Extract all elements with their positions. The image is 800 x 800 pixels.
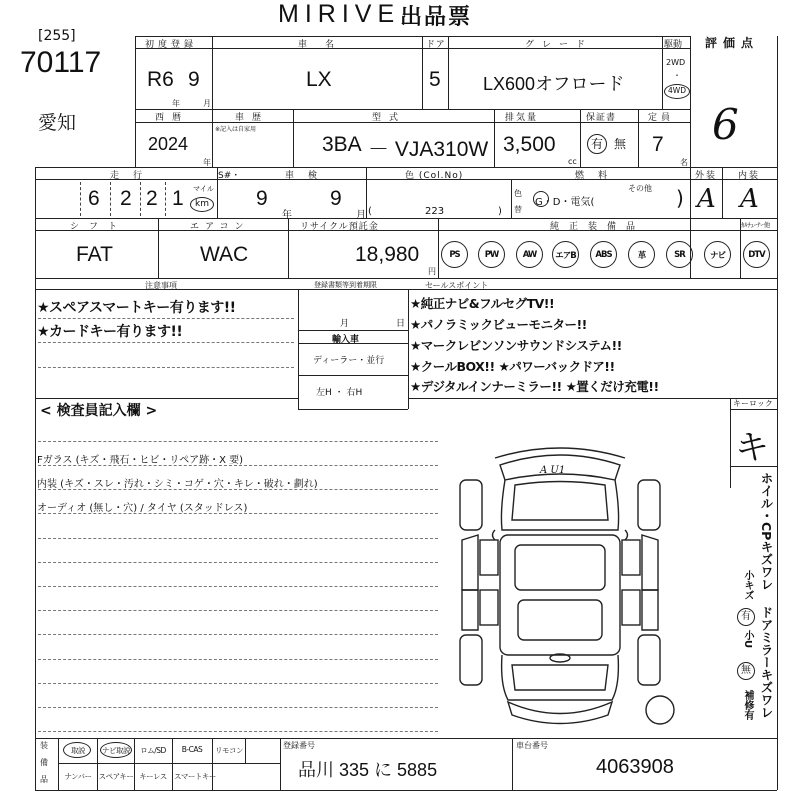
doors-value: 5: [429, 68, 441, 91]
exterior-value: A: [697, 184, 716, 214]
bottom-navi-manual: ナビ取説: [102, 746, 130, 755]
chassis-label: 車台番号: [516, 741, 548, 750]
deadline-day: 日: [396, 319, 406, 329]
bottom-corner-3: 品: [40, 775, 48, 784]
car-name: LX: [306, 68, 332, 91]
side-note-wheel: ホイル・CPキズワレ: [759, 472, 774, 591]
inspection-label: 車検: [285, 171, 332, 181]
recycle-value: 18,980: [355, 243, 420, 266]
sales-point-4: ★クールBOX!! ★パワーバックドア!!: [410, 359, 615, 374]
bottom-spare-key: スペアキー: [98, 772, 134, 781]
keylock-label: キーロック: [733, 399, 773, 408]
bottom-rom-sd: ロム/SD: [140, 746, 166, 755]
doc-mark: S#・: [218, 171, 241, 181]
inspector-line-2: 内装 (キズ・スレ・汚れ・シミ・コゲ・穴・キレ・破れ・劃れ): [37, 479, 318, 490]
exterior-label: 外装: [695, 171, 718, 181]
year-unit: 年: [203, 158, 211, 167]
score-label: 評価点: [705, 36, 760, 50]
warranty-yes-circled: 有: [587, 134, 607, 154]
displacement-label: 排気量: [505, 113, 539, 123]
western-label: 西暦: [155, 113, 190, 123]
yen-unit: 円: [428, 267, 436, 276]
car-diagram: [440, 440, 680, 740]
interior-label: 内装: [738, 171, 761, 181]
form-title: 出品票: [400, 5, 473, 30]
warranty-label: 保証書: [586, 113, 617, 123]
model-code: － VJA310W: [368, 138, 489, 161]
drive-dot: ・: [673, 71, 681, 80]
notes-label: 注意事項: [145, 281, 177, 290]
mileage-label: 走行: [110, 171, 157, 181]
reg-month: 9: [188, 68, 200, 91]
color-no: 223: [425, 206, 445, 217]
sales-point-2: ★パノラミックビューモニター!!: [410, 317, 587, 332]
sales-point-1: ★純正ナビ&フルセグTV!!: [410, 296, 555, 311]
note-1: ★スペアスマートキー有ります!!: [37, 300, 236, 316]
equipment-4: エアB: [552, 241, 579, 268]
interior-value: A: [740, 184, 759, 214]
side-none-circled: 無: [737, 662, 755, 680]
recycle-label: リサイクル預託金: [300, 222, 379, 232]
bottom-remote: リモコン: [215, 746, 243, 755]
lot-code: [255]: [38, 28, 76, 44]
bottom-corner-2: 備: [40, 758, 48, 767]
mileage-digit-4: 1: [172, 187, 184, 210]
inspection-year: 9: [256, 187, 268, 210]
mileage-digit-2: 2: [120, 187, 132, 210]
mileage-digit-1: 6: [88, 187, 100, 210]
reg-deadline-label: 登録書類等到着期限: [314, 281, 377, 289]
bottom-smart-key: スマートキー: [174, 772, 216, 781]
shift-value: FAT: [76, 243, 113, 266]
shift-label: シフト: [70, 222, 128, 232]
equipment-3: AW: [516, 241, 543, 268]
capacity-label: 定員: [648, 113, 675, 123]
side-note-mirror: ドアミラーキズワレ: [759, 606, 774, 719]
side-small-u: 小U: [742, 630, 753, 649]
fuel-other-label: その他: [628, 184, 652, 193]
bottom-keyless: キーレス: [139, 772, 167, 781]
equipment-8: ナビ: [704, 241, 731, 268]
sales-points-label: セールスポイント: [425, 281, 489, 290]
color-paren-open: (: [368, 206, 372, 217]
color-side-label: 色替: [514, 189, 522, 214]
bottom-bcas: B-CAS: [181, 745, 203, 754]
year-value: 2024: [148, 134, 189, 154]
dealer-label: ディーラー・並行: [313, 356, 385, 366]
diagram-mark: A U1: [540, 465, 566, 476]
cc-unit: cc: [568, 157, 577, 166]
side-small-scratch: 小キズ: [742, 570, 753, 600]
note-2: ★カードキー有ります!!: [37, 324, 183, 340]
equipment-6: 革: [628, 241, 655, 268]
inspector-line-3: オーディオ (無し・穴) / タイヤ (スタッドレス): [37, 503, 248, 514]
equipment-9: DTV: [743, 241, 770, 268]
drive-2wd: 2WD: [666, 58, 686, 67]
bottom-corner-1: 装: [40, 741, 48, 750]
lot-location: 愛知: [38, 112, 77, 134]
bottom-number: ナンバー: [64, 772, 92, 781]
ac-label: エアコン: [190, 222, 250, 232]
fuel-label: 燃料: [575, 171, 622, 181]
score-value: 6: [712, 100, 739, 149]
reg-era: R6: [147, 68, 174, 91]
reg-year-unit: 年: [172, 99, 180, 108]
inspection-month-unit: 月: [356, 210, 366, 221]
equipment-2: PW: [478, 241, 505, 268]
car-name-label: 車名: [298, 40, 353, 50]
drive-4wd-circled: 4WD: [664, 84, 690, 99]
displacement-value: 3,500: [503, 133, 556, 156]
capacity-value: 7: [652, 133, 664, 156]
tuner-label: ｶﾙﾁｭｰﾅｰ他: [741, 221, 771, 229]
fuel-close: ): [676, 186, 684, 210]
color-paren-close: ): [498, 206, 502, 217]
brand-logo: MIRIVE: [278, 0, 401, 28]
equipment-1: PS: [441, 241, 468, 268]
sales-point-3: ★マークレビンソンサウンドシステム!!: [410, 338, 622, 353]
lh-rh-label: 左H ・ 右H: [316, 388, 363, 398]
equipment-7: SR: [666, 241, 693, 268]
reg-month-unit: 月: [203, 99, 211, 108]
history-note: ※記入は自家用: [215, 126, 257, 133]
km-circled: km: [190, 197, 214, 212]
people-unit: 名: [680, 158, 688, 167]
doors-label: ドア: [426, 40, 446, 50]
equipment-5: ABS: [590, 241, 617, 268]
lot-number: 70117: [20, 46, 102, 79]
mile-unit: マイル: [193, 185, 214, 193]
grade-value: LX600オフロード: [483, 74, 625, 94]
chassis-number: 4063908: [596, 756, 674, 778]
first-reg-label: 初度登録: [145, 40, 198, 50]
drive-label: 駆動: [664, 40, 683, 50]
deadline-month: 月: [340, 319, 350, 329]
bottom-manual: 取説: [71, 746, 85, 755]
sales-point-5: ★デジタルインナーミラー!! ★置くだけ充電!!: [410, 379, 659, 394]
fuel-gasoline-circle: [533, 191, 549, 207]
history-label: 車歴: [235, 113, 270, 123]
model-label: 型式: [372, 113, 407, 123]
inspection-month: 9: [330, 187, 342, 210]
mileage-digit-3: 2: [146, 187, 158, 210]
fuel-options: G・D・電気(: [535, 197, 595, 208]
keylock-value: キ: [735, 428, 769, 468]
import-label: 輸入車: [332, 335, 360, 345]
grade-label: グレード: [525, 40, 594, 50]
reg-number-label: 登録番号: [283, 741, 315, 750]
side-present-circled: 有: [737, 608, 755, 626]
reg-number: 品川 335 に 5885: [298, 760, 438, 780]
inspector-line-1: Fガラス (キズ・飛石・ヒビ・リペア跡・X 要): [37, 455, 244, 466]
inspection-year-unit: 年: [282, 210, 292, 221]
equipment-label: 純正装備品: [550, 222, 646, 232]
ac-value: WAC: [200, 243, 249, 266]
warranty-no: 無: [614, 137, 627, 151]
color-label: 色 (Col.No): [405, 171, 464, 181]
model-prefix: 3BA: [322, 133, 362, 156]
side-repair-note: 補修有: [742, 690, 753, 720]
inspector-title: < 検査員記入欄 >: [40, 403, 158, 419]
